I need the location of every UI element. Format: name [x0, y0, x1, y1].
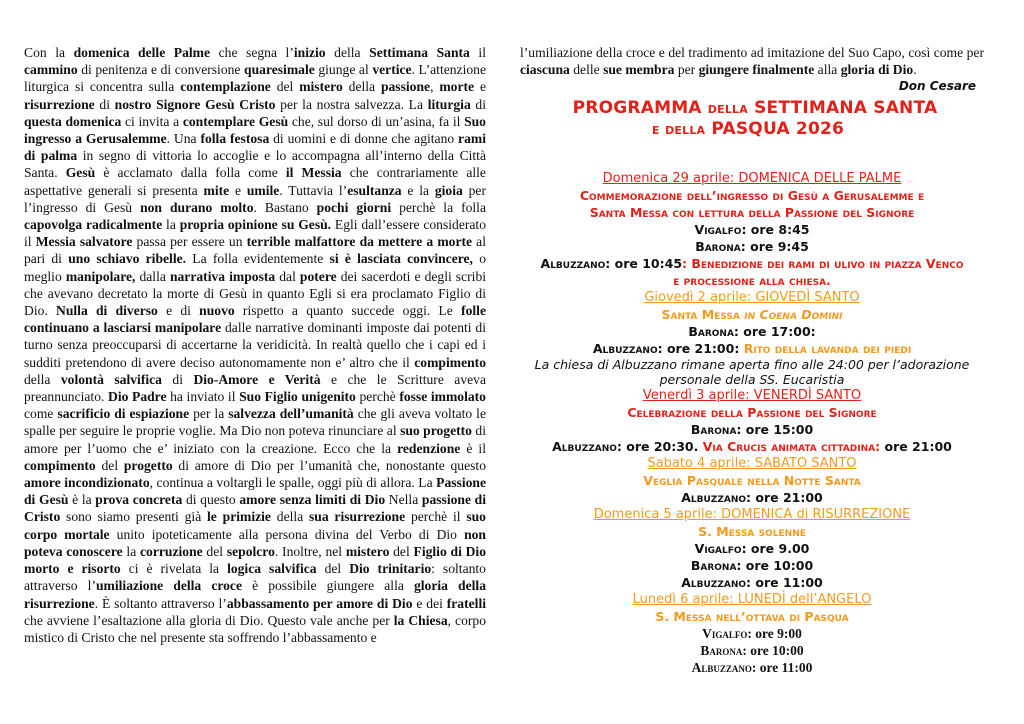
emphasis-text: umile: [246, 182, 280, 198]
body-text: per la: [189, 406, 229, 422]
place: Vigalfo: [694, 221, 742, 237]
body-text: è il: [460, 440, 486, 456]
body-text: di amore di Dio per l’umanità che, nonostante questo: [172, 457, 487, 473]
emphasis-text: fratelli: [446, 595, 486, 611]
body-text: che gli aveva voltato le spalle per seguire le proprie voglie. Ma Dio non poteva rinunciare al: [24, 406, 486, 439]
place: Albuzzano: [681, 489, 747, 505]
service-text: Santa Messa: [661, 306, 745, 322]
time: : ore 21:00:: [657, 340, 744, 356]
emphasis-text: pochi giorni: [316, 199, 392, 215]
emphasis-text: ciascuna: [520, 62, 570, 78]
emphasis-text: progetto: [123, 457, 173, 473]
emphasis-text: amore senza limiti di Dio: [239, 492, 386, 508]
body-text: dal: [275, 268, 300, 284]
emphasis-text: prova concreta: [95, 492, 183, 508]
body-text: di: [470, 96, 487, 112]
emphasis-text: vertice: [372, 62, 412, 78]
body-text: per: [674, 62, 699, 78]
place: Albuzzano: [552, 438, 617, 454]
body-text: . Una: [166, 131, 201, 147]
emphasis-text: Settimana Santa: [369, 45, 470, 60]
schedule-row: [520, 625, 984, 642]
service-note: Rito della lavanda dei piedi: [743, 340, 912, 356]
body-text: sono siamo presenti già: [60, 509, 208, 525]
schedule-row: [520, 421, 984, 438]
emphasis-text: giungere finalmente: [698, 62, 815, 78]
article-column-right: [520, 44, 984, 676]
emphasis-text: contemplazione: [180, 79, 271, 95]
emphasis-text: capovolga radicalmente: [24, 217, 163, 233]
body-text: e che le Scritture aveva preannunciato.: [24, 371, 487, 405]
programme-schedule: [520, 170, 984, 676]
emphasis-text: passione: [380, 79, 431, 95]
emphasis-text: Figlio di Dio morto e risorto: [24, 543, 486, 577]
emphasis-text: mistero: [345, 543, 390, 559]
service-description: S. Messa solenne: [698, 523, 806, 539]
emphasis-text: si è lasciata convincere,: [329, 251, 473, 267]
schedule-row: [520, 540, 984, 557]
emphasis-text: uno schiavo ribelle.: [68, 251, 187, 267]
emphasis-text: rami di palma: [24, 131, 486, 164]
body-text: : soltanto attraverso l’: [24, 561, 486, 594]
time: : ore 11:00: [751, 659, 813, 675]
emphasis-text: folle continuano a lasciarsi manipolare: [24, 303, 486, 336]
signature: Don Cesare: [898, 79, 976, 94]
body-text: perchè il: [405, 509, 467, 525]
time: : ore 9:00: [747, 625, 802, 641]
body-text: dalla: [135, 268, 170, 284]
emphasis-text: sua risurrezione: [308, 509, 406, 525]
schedule-row: [520, 574, 984, 591]
emphasis-text: amore incondizionato: [24, 475, 150, 491]
body-text: alla: [814, 62, 841, 78]
time: : ore 17:00:: [733, 323, 816, 339]
day-heading-holy-thursday: Giovedì 2 aprile: GIOVEDÌ SANTO: [644, 289, 860, 305]
body-text: al pari di: [24, 234, 486, 267]
body-text: che contrariamente alle aspettative generali si presenta: [24, 165, 486, 198]
emphasis-text: esultanza: [347, 182, 402, 198]
service-description: Santa Messa con lettura della Passione del Signore: [589, 204, 915, 220]
emphasis-text: gloria di Dio: [840, 62, 914, 78]
body-text: . Inoltre, nel: [274, 543, 346, 559]
day-heading-good-friday: Venerdì 3 aprile: VENERDÌ SANTO: [642, 387, 862, 403]
body-text: della: [342, 79, 381, 95]
body-text: e la: [401, 182, 435, 198]
emphasis-text: logica salvifica: [227, 561, 317, 577]
body-text: perchè: [355, 389, 400, 405]
place: Barona: [695, 238, 741, 254]
body-text: dei sacerdoti e degli scribi che avevano decretato la morte di Gesù in quanto Egli si era proclamato Figlio di Dio.: [24, 268, 487, 319]
emphasis-text: suo progetto: [400, 423, 472, 439]
emphasis-text: quaresimale: [244, 62, 315, 78]
time: : ore 10:00: [742, 642, 804, 658]
day-heading-easter-monday: Lunedì 6 aprile: LUNEDÌ dell’ANGELO: [632, 591, 872, 607]
body-text: unito ipoteticamente alla persona divina del Verbo di Dio: [109, 526, 465, 542]
body-text: o meglio: [24, 251, 487, 284]
emphasis-text: contemplare Gesù: [182, 113, 289, 129]
article-column-left: [24, 44, 486, 646]
emphasis-text: gloria della risurrezione: [24, 578, 486, 611]
body-text: che segna l’: [210, 45, 294, 60]
emphasis-text: morte: [439, 79, 475, 95]
service-text-latin: in Coena Domini: [744, 306, 843, 322]
place: Barona: [688, 323, 734, 339]
emphasis-text: corruzione: [140, 543, 203, 559]
article-continuation: [520, 44, 984, 96]
adoration-note: La chiesa di Albuzzano rimane aperta fino alle 24:00 per l’adorazione: [534, 356, 970, 372]
emphasis-text: mistero: [299, 79, 343, 95]
place: Barona: [690, 421, 737, 437]
body-text: ci invita a: [121, 113, 183, 129]
service-note: e processione alla chiesa.: [673, 272, 831, 288]
emphasis-text: liturgia: [427, 96, 471, 112]
body-text: del: [389, 543, 414, 559]
emphasis-text: Dio-Amore e Verità: [193, 371, 321, 387]
emphasis-text: passione di Cristo: [24, 492, 487, 525]
place: Vigalfo: [694, 540, 742, 556]
title-word: e della: [651, 119, 706, 138]
body-text: ci è rivelata la: [120, 561, 228, 577]
place: Albuzzano: [540, 255, 606, 271]
body-text: di: [94, 96, 115, 112]
emphasis-text: compimento: [414, 354, 486, 370]
body-text: di: [161, 371, 194, 387]
title-word: PASQUA 2026: [711, 118, 845, 139]
body-text: del: [95, 457, 124, 473]
day-heading-palm-sunday: Domenica 29 aprile: DOMENICA DELLE PALME: [602, 170, 902, 186]
place: Barona: [700, 642, 743, 658]
emphasis-text: redenzione: [397, 440, 461, 456]
emphasis-text: la Chiesa: [393, 612, 448, 628]
body-text: Con la: [24, 45, 74, 60]
body-text: , corpo mistico di Cristo che nel presente sta soffrendo l’abbassamento e: [24, 612, 486, 645]
time: : ore 10:45: [605, 255, 683, 271]
body-text: e dei: [412, 595, 447, 611]
body-text: è la: [68, 492, 96, 508]
service-description: Commemorazione dell’ingresso di Gesù a Gerusalemme e: [579, 187, 925, 203]
time: ore 21:00: [880, 438, 952, 454]
title-word: SETTIMANA SANTA: [754, 97, 938, 118]
emphasis-text: non durano molto: [140, 199, 254, 215]
body-text: e di: [157, 303, 200, 319]
body-text: come: [24, 406, 58, 422]
article-continuation-text: [520, 44, 984, 78]
emphasis-text: Nulla di diverso: [56, 303, 158, 319]
day-heading-holy-saturday: Sabato 4 aprile: SABATO SANTO: [647, 455, 857, 471]
emphasis-text: nuovo: [199, 303, 235, 319]
adoration-note: personale della SS. Eucaristia: [659, 371, 845, 387]
body-text: della: [325, 45, 370, 60]
body-text: di questo: [182, 492, 240, 508]
article-body: [24, 44, 486, 646]
title-word: PROGRAMMA: [572, 97, 702, 118]
emphasis-text: Suo Figlio unigenito: [239, 389, 356, 405]
schedule-row: [520, 323, 984, 340]
body-text: . È soltanto attraverso l’: [94, 595, 227, 611]
day-heading-easter-sunday: Domenica 5 aprile: DOMENICA di RISURREZIONE: [593, 506, 911, 522]
body-text: . Bastano: [253, 199, 317, 215]
emphasis-text: suo corpo mortale: [24, 509, 486, 542]
service-note: Via Crucis animata cittadina:: [702, 438, 881, 454]
body-text: e: [474, 79, 487, 95]
emphasis-text: Gesù: [65, 165, 96, 181]
body-text: giunge al: [314, 62, 373, 78]
body-text: la: [162, 217, 180, 233]
body-text: per la nostra salvezza. La: [275, 96, 428, 112]
schedule-row: [520, 642, 984, 659]
emphasis-text: sacrificio di espiazione: [57, 406, 190, 422]
body-text: ,: [430, 79, 440, 95]
body-text: . Tuttavia l’: [279, 182, 348, 198]
emphasis-text: sepolcro: [226, 543, 275, 559]
emphasis-text: potere: [299, 268, 337, 284]
time: : ore 21:00: [746, 489, 823, 505]
body-text: .: [913, 62, 917, 78]
emphasis-text: folla festosa: [200, 131, 270, 147]
emphasis-text: manipolare,: [65, 268, 136, 284]
body-text: di uomini e di donne che agitano: [269, 131, 459, 147]
emphasis-text: propria opinione su Gesù.: [179, 217, 332, 233]
schedule-row: [520, 255, 984, 272]
body-text: , continua a voltargli le spalle, oggi più di allora. La: [149, 475, 437, 491]
time: : ore 15:00: [736, 421, 814, 437]
emphasis-text: non poteva conoscere: [24, 526, 486, 559]
time: : ore 10:00: [736, 557, 814, 573]
body-text: della: [270, 509, 309, 525]
emphasis-text: fosse immolato: [399, 389, 486, 405]
emphasis-text: Messia salvatore: [35, 234, 133, 250]
body-text: Egli dall’essere considerato il: [24, 217, 486, 250]
schedule-row: [520, 659, 984, 676]
emphasis-text: narrativa imposta: [169, 268, 276, 284]
body-text: perchè la folla: [391, 199, 486, 215]
schedule-row: [520, 340, 984, 357]
body-text: è acclamato dalla folla come: [95, 165, 286, 181]
programme-title: [520, 98, 984, 140]
service-description: S. Messa nell’ottava di Pasqua: [655, 608, 849, 624]
place: Albuzzano: [691, 659, 752, 675]
body-text: La folla evidentemente: [186, 251, 330, 267]
body-text: dalle narrative dominanti imposte dai potenti di turno senza preoccuparsi di accertarne la veridicità. In realtà quello che i capi ed i sudditi pretendono di avere deciso autonomamente non e’ altro che il: [24, 320, 486, 370]
body-text: in segno di vittoria lo accoglie e lo accompagna all’interno della Città Santa.: [24, 148, 486, 181]
service-note: : Benedizione dei rami di ulivo in piazza Venco: [682, 255, 964, 271]
emphasis-text: salvezza dell’umanità: [228, 406, 354, 422]
body-text: del: [270, 79, 300, 95]
emphasis-text: Dio Padre: [108, 389, 167, 405]
body-text: Nella: [385, 492, 422, 508]
emphasis-text: compimento: [24, 457, 96, 473]
emphasis-text: Suo ingresso a Gerusalemme: [24, 113, 486, 147]
time: : ore 9:45: [740, 238, 809, 254]
emphasis-text: risurrezione: [24, 96, 95, 112]
body-text: di amore per l’uomo che e’ iniziato con la creazione. Ecco che la: [24, 423, 486, 456]
body-text: che avviene l’esaltazione alla gloria di Dio. Questo vale anche per: [24, 612, 394, 628]
emphasis-text: abbassamento per amore di Dio: [226, 595, 413, 611]
schedule-row: [520, 221, 984, 238]
body-text: che, sul dorso di un’asina, fa il: [288, 113, 465, 129]
emphasis-text: inizio: [293, 45, 326, 60]
time: : ore 20:30.: [616, 438, 703, 454]
body-text: l’umiliazione della croce e del tradimento ad imitazione del Suo Capo, così come per: [520, 45, 984, 60]
body-text: del: [202, 543, 227, 559]
body-text: della: [24, 371, 61, 387]
time: : ore 8:45: [741, 221, 810, 237]
emphasis-text: Dio trinitario: [349, 561, 432, 577]
emphasis-text: Passione di Gesù: [24, 475, 486, 508]
body-text: il: [469, 45, 486, 60]
body-text: per l’ingresso di Gesù: [24, 182, 486, 215]
body-text: passa per essere un: [132, 234, 247, 250]
body-text: rispetto a quanto succede oggi. Le: [234, 303, 462, 319]
emphasis-text: umiliazione della croce: [95, 578, 242, 594]
place: Vigalfo: [702, 625, 748, 641]
body-text: delle: [569, 62, 604, 78]
service-description: Veglia Pasquale nella Notte Santa: [643, 472, 861, 488]
emphasis-text: gioia: [434, 182, 463, 198]
emphasis-text: domenica delle Palme: [73, 45, 211, 60]
emphasis-text: cammino: [24, 62, 78, 78]
service-description: [520, 306, 984, 323]
schedule-row: [520, 489, 984, 506]
place: Albuzzano: [592, 340, 658, 356]
emphasis-text: volontà salvifica: [60, 371, 162, 387]
body-text: del: [316, 561, 350, 577]
place: Barona: [690, 557, 737, 573]
schedule-row: [520, 238, 984, 255]
body-text: ha inviato il: [166, 389, 240, 405]
emphasis-text: sue membra: [603, 62, 675, 78]
schedule-row: [520, 557, 984, 574]
place: Albuzzano: [681, 574, 747, 590]
emphasis-text: il Messia: [285, 165, 342, 181]
emphasis-text: le primizie: [207, 509, 271, 525]
emphasis-text: nostro Signore Gesù Cristo: [114, 96, 276, 112]
body-text: di penitenza e di conversione: [77, 62, 245, 78]
title-word: della: [707, 98, 748, 117]
service-description: Celebrazione della Passione del Signore: [627, 404, 877, 420]
emphasis-text: mite: [203, 182, 230, 198]
body-text: e: [229, 182, 247, 198]
emphasis-text: questa domenica: [24, 113, 122, 129]
time: : ore 11:00: [746, 574, 823, 590]
time: : ore 9.00: [741, 540, 810, 556]
schedule-row: [520, 438, 984, 455]
body-text: la: [122, 543, 140, 559]
body-text: è possibile giungere alla: [242, 578, 414, 594]
emphasis-text: terrible malfattore da mettere a morte: [246, 234, 473, 250]
body-text: . L’attenzione liturgica si concentra sulla: [24, 62, 486, 95]
